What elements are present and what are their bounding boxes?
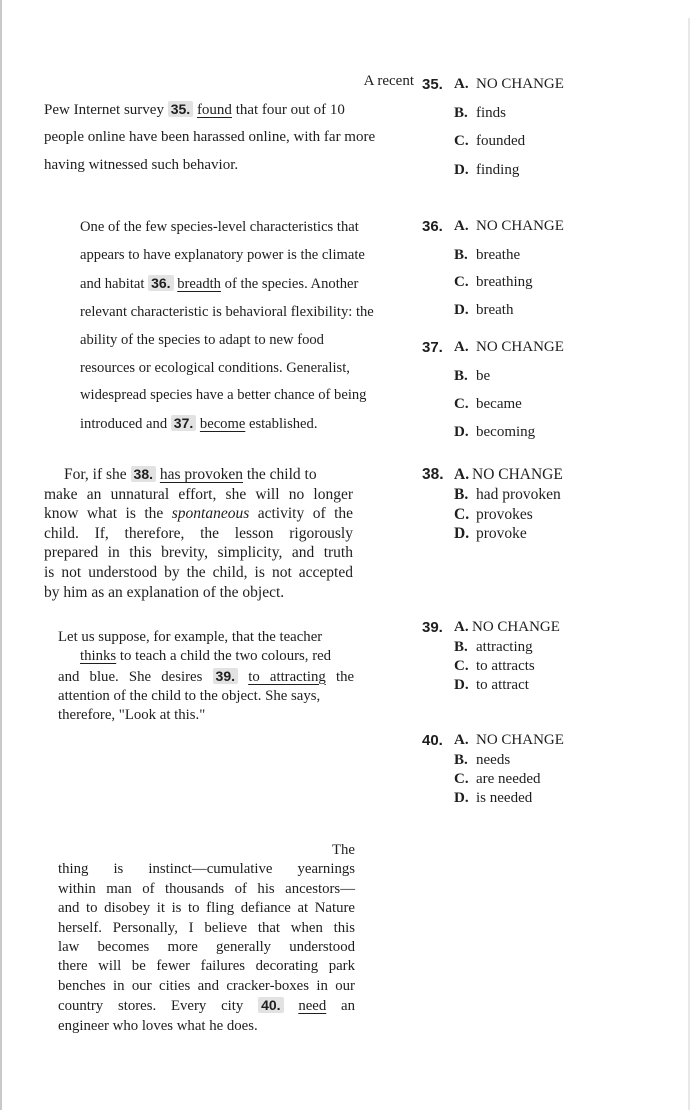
question-marker-39[interactable]: 39. bbox=[213, 668, 238, 684]
passage-line: prepared in this brevity, simplicity, and truth bbox=[44, 544, 353, 562]
option-b[interactable]: B. breathe bbox=[454, 247, 521, 263]
option-a[interactable]: A. NO CHANGE bbox=[454, 218, 564, 234]
option-a[interactable]: A. NO CHANGE bbox=[454, 76, 564, 92]
question-marker-36[interactable]: 36. bbox=[148, 275, 173, 291]
passage-line: herself. Personally, I believe that when this bbox=[58, 919, 355, 936]
text: of the species. Another bbox=[224, 275, 359, 292]
passage-line: widespread species have a better chance of being bbox=[80, 387, 367, 404]
option-b[interactable]: B. had provoken bbox=[454, 486, 561, 503]
option-a[interactable]: A. NO CHANGE bbox=[454, 732, 564, 748]
option-a[interactable]: A. NO CHANGE bbox=[454, 619, 560, 635]
text: Pew Internet survey bbox=[44, 101, 164, 118]
underlined-word-37[interactable]: become bbox=[199, 416, 246, 433]
option-b[interactable]: B. attracting bbox=[454, 639, 533, 655]
text: the child to bbox=[246, 466, 317, 483]
text: know what is the bbox=[44, 505, 164, 523]
text: activity of the bbox=[257, 505, 354, 523]
passage-line: benches in our cities and cracker-boxes in our bbox=[58, 977, 355, 994]
text: to teach a child the two colours, red bbox=[119, 648, 332, 665]
option-d[interactable]: D. to attract bbox=[454, 677, 529, 693]
question-number: 35. bbox=[422, 76, 443, 93]
underlined-word-40[interactable]: need bbox=[298, 998, 327, 1015]
question-number: 40. bbox=[422, 732, 443, 749]
text: that four out of 10 bbox=[235, 101, 345, 118]
question-37-choices bbox=[422, 339, 564, 440]
passage-line: by him as an explanation of the object. bbox=[44, 583, 285, 601]
question-40-choices bbox=[422, 732, 564, 806]
passage-35 bbox=[44, 68, 414, 179]
option-d[interactable]: D. provoke bbox=[454, 525, 527, 542]
option-c[interactable]: C. provokes bbox=[454, 506, 533, 523]
underlined-word-39[interactable]: to attracting bbox=[248, 668, 326, 685]
passage-line bbox=[80, 410, 415, 439]
passage-line: child. If, therefore, the lesson rigorously bbox=[44, 524, 353, 542]
passage-line: having witnessed such behavior. bbox=[44, 156, 239, 173]
question-number: 37. bbox=[422, 339, 443, 356]
underlined-word-35[interactable]: found bbox=[196, 101, 232, 118]
text: the bbox=[335, 668, 355, 685]
question-number: 36. bbox=[422, 218, 443, 235]
underlined-word-38[interactable]: has provoken bbox=[159, 466, 243, 483]
option-d[interactable]: D. becoming bbox=[454, 424, 536, 440]
option-d[interactable]: D. finding bbox=[454, 162, 520, 178]
option-d[interactable]: D. is needed bbox=[454, 790, 533, 806]
italic-text: spontaneous bbox=[171, 505, 250, 523]
question-35-choices bbox=[422, 76, 564, 178]
question-marker-35[interactable]: 35. bbox=[168, 101, 193, 117]
option-c[interactable]: C. founded bbox=[454, 133, 526, 149]
page-left-edge bbox=[0, 0, 2, 1110]
passage-line: there will be fewer failures decorating park bbox=[58, 958, 355, 975]
passage-line bbox=[44, 504, 353, 524]
text: and blue. She desires bbox=[58, 668, 203, 685]
question-marker-40[interactable]: 40. bbox=[258, 997, 283, 1013]
passage-line: and to disobey it is to fling defiance at Nature bbox=[58, 900, 355, 917]
passage-line: appears to have explanatory power is the climate bbox=[80, 246, 365, 263]
text: introduced and bbox=[80, 416, 168, 433]
passage-line: is not understood by the child, is not accepted bbox=[44, 563, 353, 581]
passage-line: resources or ecological conditions. Generalist, bbox=[80, 359, 350, 376]
passage-line bbox=[44, 96, 414, 125]
option-a[interactable]: A. NO CHANGE bbox=[454, 466, 563, 483]
option-a[interactable]: A. NO CHANGE bbox=[454, 339, 564, 355]
text: For, if she bbox=[64, 466, 127, 483]
passage-line: therefore, "Look at this." bbox=[58, 707, 206, 724]
question-marker-37[interactable]: 37. bbox=[171, 415, 196, 431]
passage-line: One of the few species-level characteristics that bbox=[80, 219, 359, 235]
option-b[interactable]: B. be bbox=[454, 368, 491, 384]
passage-36-37 bbox=[80, 214, 415, 439]
option-d[interactable]: D. breath bbox=[454, 302, 514, 318]
question-36-choices bbox=[422, 218, 564, 318]
passage-line: thing is instinct—cumulative yearnings bbox=[58, 861, 355, 878]
passage-line: attention of the child to the object. She says, bbox=[58, 687, 321, 704]
option-b[interactable]: B. needs bbox=[454, 752, 511, 768]
underlined-word-36[interactable]: breadth bbox=[177, 275, 221, 292]
text: and habitat bbox=[80, 275, 145, 292]
passage-38 bbox=[44, 465, 353, 602]
option-c[interactable]: C. are needed bbox=[454, 771, 541, 787]
passage-line bbox=[58, 667, 354, 687]
passage-39 bbox=[58, 628, 354, 725]
passage-line: engineer who loves what he does. bbox=[58, 1017, 258, 1034]
option-c[interactable]: C. to attracts bbox=[454, 658, 535, 674]
passage-line: ability of the species to adapt to new food bbox=[80, 331, 324, 348]
question-marker-38[interactable]: 38. bbox=[131, 466, 156, 482]
passage-line: relevant characteristic is behavioral flexibility: the bbox=[80, 303, 374, 320]
passage-line bbox=[58, 996, 355, 1016]
passage-line bbox=[80, 270, 415, 299]
passage-line bbox=[58, 647, 354, 666]
passage-line: law becomes more generally understood bbox=[58, 939, 355, 956]
underlined-word-thinks[interactable]: thinks bbox=[80, 648, 117, 665]
passage-line: make an unnatural effort, she will no longer bbox=[44, 485, 353, 503]
passage-line: A recent bbox=[363, 73, 414, 89]
text: established. bbox=[248, 416, 318, 433]
option-b[interactable]: B. finds bbox=[454, 105, 506, 121]
passage-line bbox=[44, 465, 353, 485]
passage-40 bbox=[58, 841, 355, 1036]
question-number: 39. bbox=[422, 619, 443, 636]
question-38-choices bbox=[422, 466, 563, 542]
option-c[interactable]: C. became bbox=[454, 396, 522, 412]
text: country stores. Every city bbox=[58, 998, 244, 1015]
passage-line: The bbox=[331, 842, 355, 858]
passage-line: Let us suppose, for example, that the teacher bbox=[58, 629, 323, 645]
text: an bbox=[341, 998, 355, 1015]
question-39-choices bbox=[422, 619, 560, 693]
passage-line: people online have been harassed online, with far more bbox=[44, 129, 376, 145]
question-number: 38. bbox=[422, 466, 444, 483]
passage-line: within man of thousands of his ancestors— bbox=[58, 880, 355, 897]
option-c[interactable]: C. breathing bbox=[454, 274, 533, 290]
